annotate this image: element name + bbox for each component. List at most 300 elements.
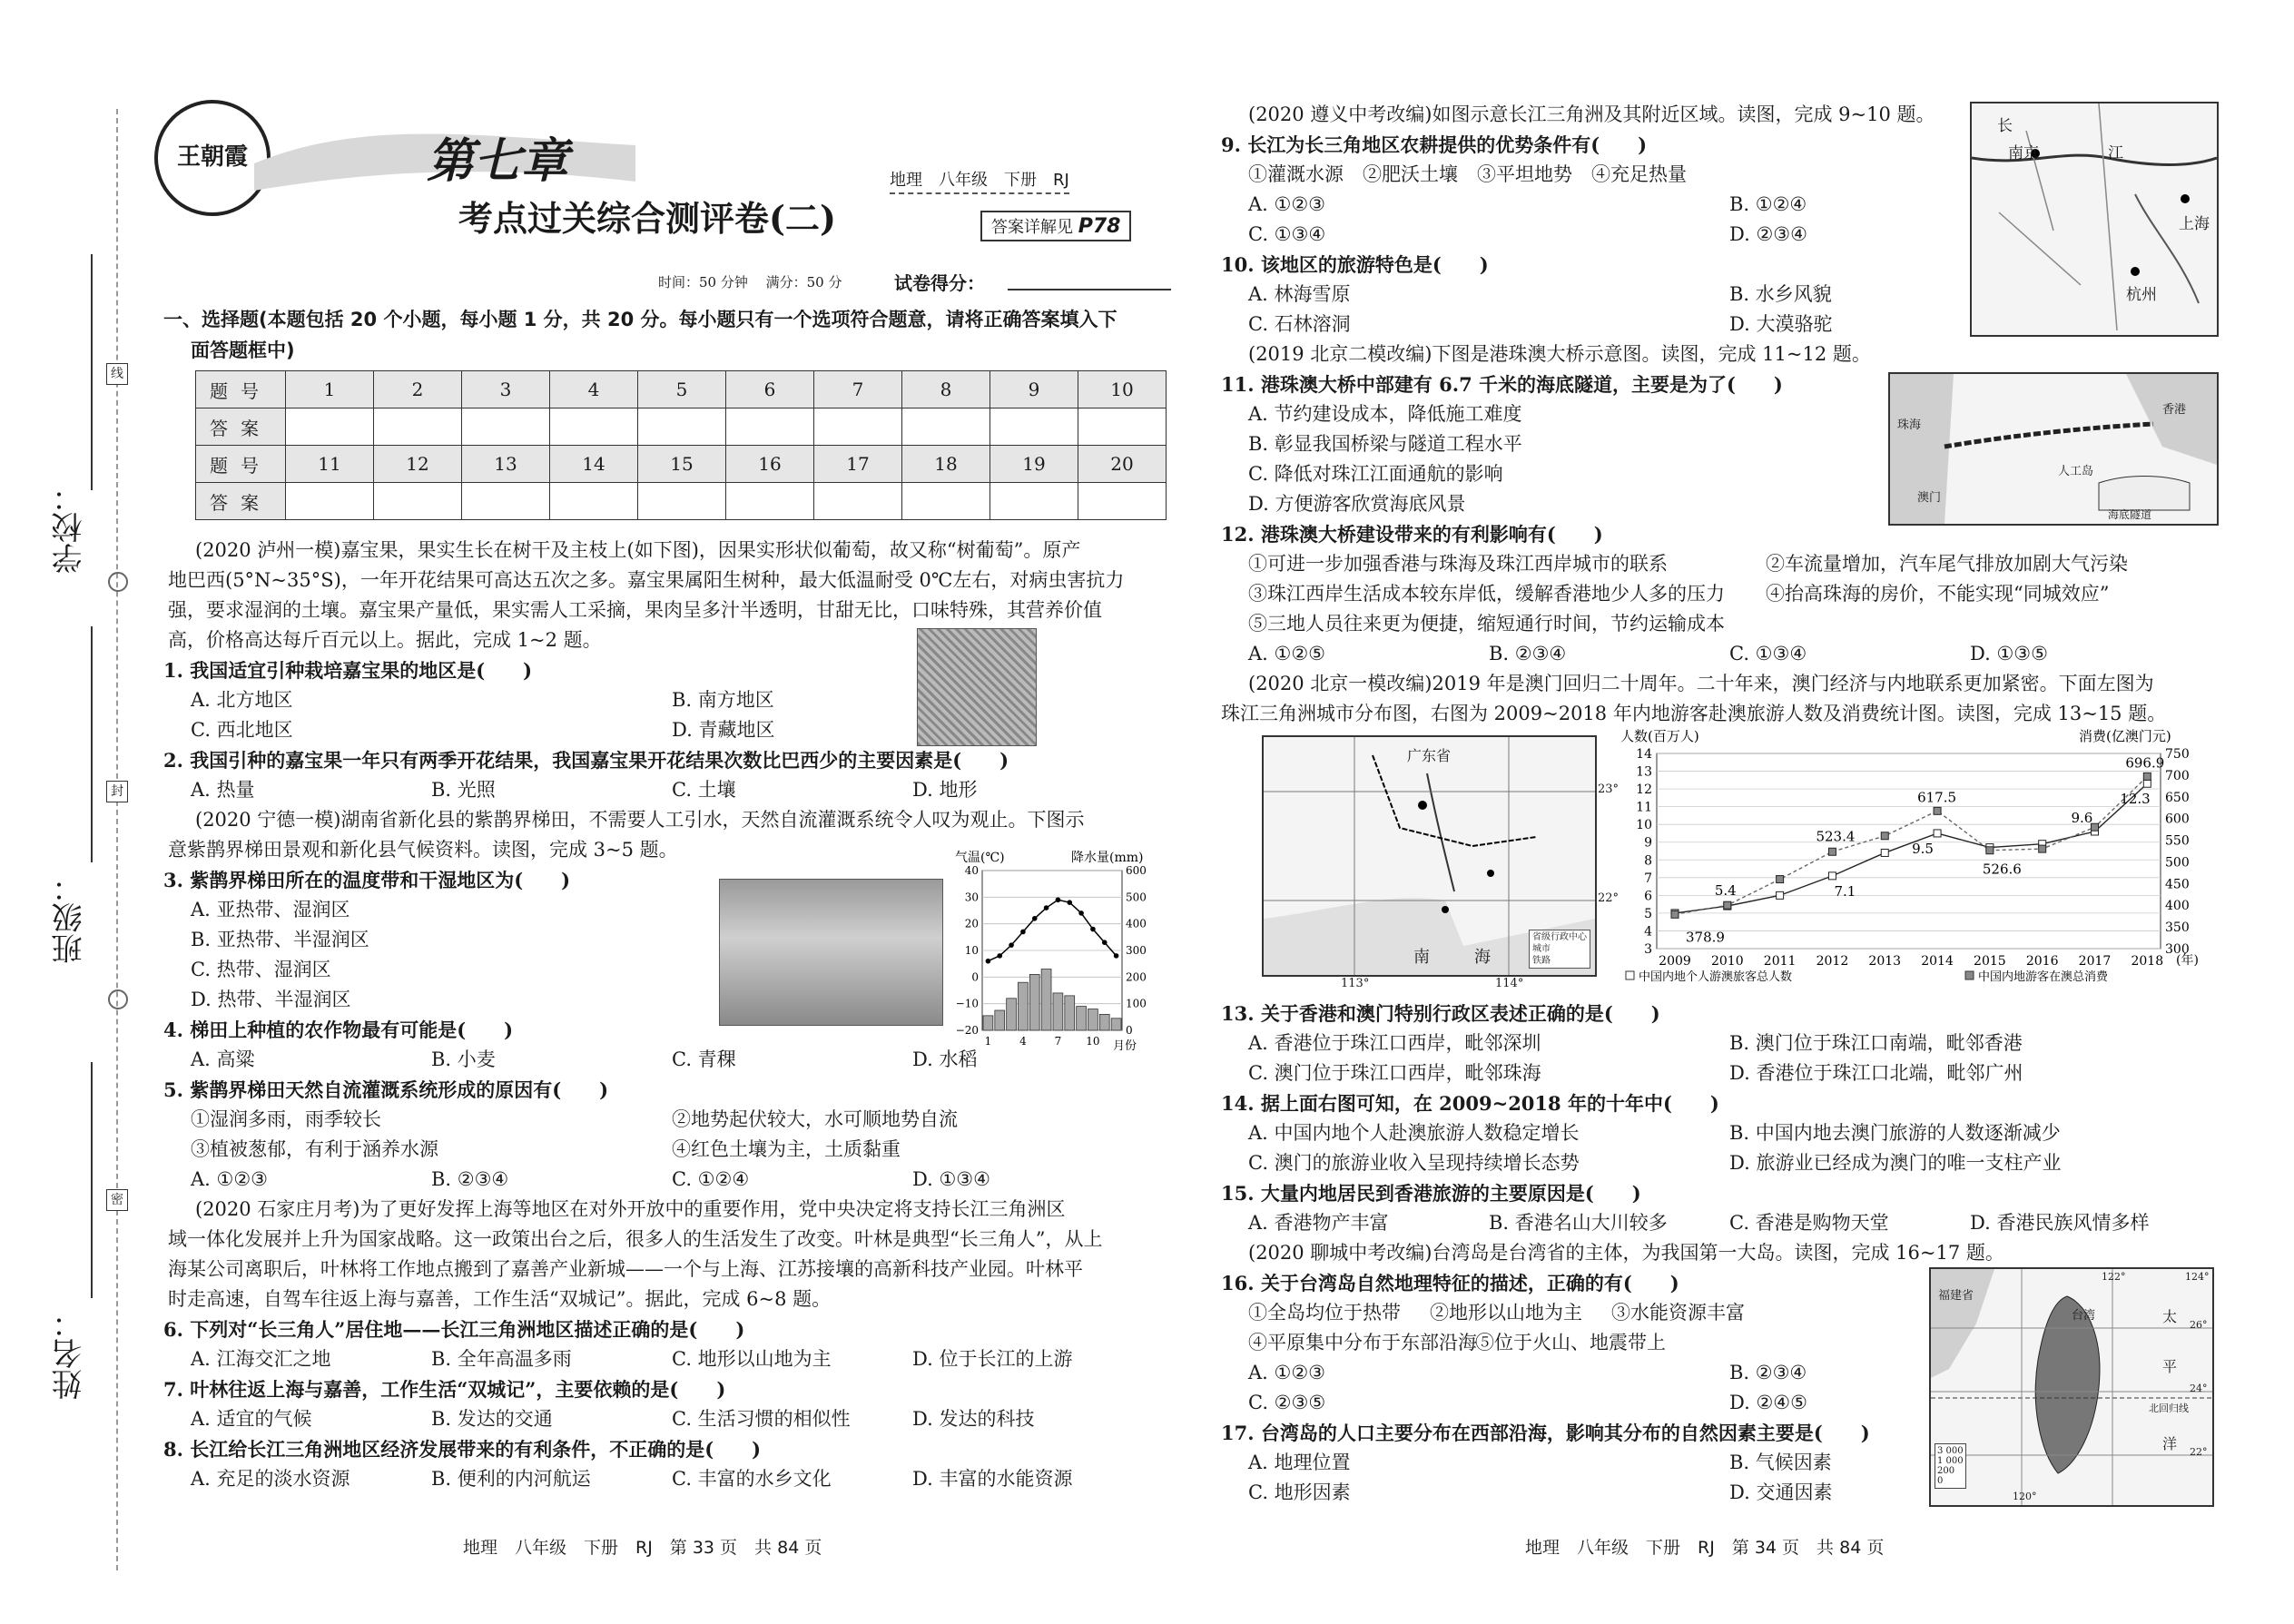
answer-cell[interactable] — [638, 483, 726, 520]
temperature-tick-label: 20 — [964, 917, 979, 930]
left-tick-label: 9 — [1644, 835, 1652, 851]
precipitation-bar — [1111, 1019, 1121, 1030]
question-7-option-b[interactable]: B. 发达的交通 — [431, 1408, 553, 1430]
question-number: 6 — [726, 371, 814, 408]
precipitation-bar — [1041, 969, 1051, 1030]
question-10-option-c[interactable]: C. 石林溶洞 — [1248, 313, 1351, 335]
question-16-option-a[interactable]: A. ①②③ — [1248, 1362, 1325, 1383]
answer-row-2 — [196, 483, 1167, 520]
question-7-option-a[interactable]: A. 适宜的气候 — [191, 1408, 312, 1430]
left-tick-label: 12 — [1636, 782, 1652, 798]
answer-cell[interactable] — [286, 408, 374, 446]
question-5-option-a[interactable]: A. ①②③ — [191, 1168, 268, 1190]
question-16-statement-5: ⑤位于火山、地震带上 — [1475, 1332, 1666, 1353]
left-tick-label: 3 — [1644, 942, 1652, 957]
spend-point — [2143, 773, 2151, 780]
question-1-option-c[interactable]: C. 西北地区 — [191, 719, 293, 741]
answer-cell[interactable] — [1078, 483, 1167, 520]
question-6-stem: 6. 下列对“长三角人”居住地——长江三角洲地区描述正确的是( ) — [163, 1318, 745, 1341]
question-9-option-d[interactable]: D. ②③④ — [1729, 223, 1807, 245]
legend-capital: 省级行政中心 — [1532, 932, 1587, 942]
passage-line: 意紫鹊界梯田景观和新化县气候资料。读图，完成 3~5 题。 — [168, 839, 678, 861]
left-axis-title: 人数(百万人) — [1620, 728, 1699, 744]
precipitation-axis-title: 降水量(mm) — [1071, 851, 1144, 865]
question-number: 9 — [990, 371, 1078, 408]
legend-people: 中国内地个人游澳旅客总人数 — [1639, 970, 1793, 984]
spend-point — [1777, 876, 1784, 883]
map-label-nanjing: 南京 — [2008, 144, 2039, 162]
question-number: 13 — [462, 446, 550, 483]
question-1-option-b[interactable]: B. 南方地区 — [672, 689, 774, 711]
precipitation-tick-label: 200 — [1126, 970, 1147, 984]
question-number: 16 — [726, 446, 814, 483]
question-12-statement-4: ④抬高珠海的房价，不能实现“同城效应” — [1766, 583, 2110, 605]
question-5-statement-3: ③植被葱郁，有利于涵养水源 — [191, 1138, 438, 1160]
answer-cell[interactable] — [374, 408, 462, 446]
question-11-option-d[interactable]: D. 方便游客欣赏海底风景 — [1248, 493, 1466, 515]
answer-row-header: 答案 — [196, 408, 286, 446]
score-field[interactable] — [1008, 289, 1171, 290]
question-number: 8 — [902, 371, 990, 408]
question-number: 17 — [814, 446, 902, 483]
people-point — [1828, 872, 1836, 880]
question-16-statement-2: ②地形以山地为主 — [1430, 1302, 1582, 1324]
precipitation-tick-label: 300 — [1126, 944, 1147, 957]
precipitation-bar — [1029, 974, 1039, 1030]
question-number: 3 — [462, 371, 550, 408]
time-and-score-info: 时间：50 分钟 满分：50 分 — [658, 274, 842, 290]
year-tick-label: 2010 — [1710, 954, 1744, 969]
precipitation-bar — [983, 1016, 993, 1030]
answer-cell[interactable] — [902, 483, 990, 520]
answer-cell[interactable] — [638, 408, 726, 446]
question-16-option-b[interactable]: B. ②③④ — [1729, 1362, 1807, 1383]
question-13-option-c[interactable]: C. 澳门位于珠江口西岸，毗邻珠海 — [1248, 1062, 1541, 1084]
map-label-fujian: 福建省 — [1938, 1289, 1974, 1303]
year-tick-label: 2013 — [1868, 954, 1902, 969]
answer-reference-label: 答案详解见 — [991, 218, 1073, 237]
temperature-point — [986, 959, 991, 964]
question-6-option-b[interactable]: B. 全年高温多雨 — [431, 1348, 572, 1370]
section-heading-line2: 面答题框中) — [191, 340, 295, 361]
left-tick-label: 13 — [1636, 764, 1652, 780]
question-8-option-c[interactable]: C. 丰富的水乡文化 — [672, 1468, 832, 1490]
number-row-header: 题号 — [196, 446, 286, 483]
passage-line: 海某公司离职后，叶林将工作地点搬到了嘉善产业新城——一个与上海、江苏接壤的高新科技产业园。叶林平 — [168, 1258, 1083, 1280]
question-15-stem: 15. 大量内地居民到香港旅游的主要原因是( ) — [1221, 1182, 1641, 1205]
precipitation-tick-label: 500 — [1126, 891, 1147, 904]
right-tick-label: 700 — [2165, 768, 2190, 783]
answer-cell[interactable] — [814, 408, 902, 446]
number-row-header: 题号 — [196, 371, 286, 408]
school-field-line[interactable] — [91, 254, 93, 490]
data-label: 9.6 — [2071, 810, 2093, 826]
year-tick-label: 2018 — [2131, 954, 2164, 969]
question-4-option-a[interactable]: A. 高粱 — [191, 1048, 255, 1070]
left-tick-label: 7 — [1644, 871, 1652, 886]
question-number: 19 — [990, 446, 1078, 483]
jabuticaba-tree-photo — [917, 628, 1037, 746]
temperature-tick-label: 0 — [971, 970, 979, 984]
class-field-line[interactable] — [91, 626, 93, 862]
year-tick-label: 2016 — [2025, 954, 2059, 969]
number-row-1 — [196, 371, 1167, 408]
question-12-stem: 12. 港珠澳大桥建设带来的有利影响有( ) — [1221, 523, 1603, 546]
answer-cell[interactable] — [550, 483, 638, 520]
question-7-option-c[interactable]: C. 生活习惯的相似性 — [672, 1408, 851, 1430]
temperature-point — [1032, 916, 1038, 921]
answer-row-1 — [196, 408, 1167, 446]
question-14-option-b[interactable]: B. 中国内地去澳门旅游的人数逐渐减少 — [1729, 1122, 2061, 1144]
question-5-stem: 5. 紫鹊界梯田天然自流灌溉系统形成的原因有( ) — [163, 1078, 609, 1101]
precipitation-bar — [995, 1010, 1005, 1030]
question-4-option-b[interactable]: B. 小麦 — [431, 1048, 496, 1070]
passage-line: (2020 石家庄月考)为了更好发挥上海等地区在对外开放中的重要作用，党中央决定将支持长江三角洲区 — [195, 1198, 1066, 1220]
question-8-option-b[interactable]: B. 便利的内河航运 — [431, 1468, 591, 1490]
data-label: 526.6 — [1982, 861, 2022, 878]
passage-line: (2020 北京一模改编)2019 年是澳门回归二十周年。二十年来，澳门经济与内地联系更加紧密。下面左图为 — [1248, 673, 2154, 694]
elevation-200: 200 — [1937, 1466, 1955, 1476]
spend-point — [1986, 847, 1994, 854]
year-tick-label: 2017 — [2078, 954, 2112, 969]
data-label: 617.5 — [1917, 789, 1957, 806]
question-3-option-b[interactable]: B. 亚热带、半湿润区 — [191, 929, 369, 950]
question-16-option-d[interactable]: D. ②④⑤ — [1729, 1392, 1807, 1413]
right-tick-label: 750 — [2165, 747, 2190, 762]
question-15-option-c[interactable]: C. 香港是购物天堂 — [1729, 1212, 1889, 1234]
precipitation-bar — [1019, 982, 1029, 1030]
question-number: 1 — [286, 371, 374, 408]
question-5-statement-2: ②地势起伏较大，水可顺地势自流 — [672, 1108, 958, 1130]
page-footer-left: 地理 八年级 下册 RJ 第 33 页 共 84 页 — [463, 1538, 822, 1558]
yangtze-delta-map — [1970, 102, 2219, 337]
question-15-option-b[interactable]: B. 香港名山大川较多 — [1489, 1212, 1668, 1234]
question-number: 10 — [1078, 371, 1167, 408]
temperature-point — [1090, 927, 1096, 932]
lat-label-22: 22° — [1598, 891, 1620, 905]
question-17-option-a[interactable]: A. 地理位置 — [1248, 1452, 1351, 1473]
page-footer-right: 地理 八年级 下册 RJ 第 34 页 共 84 页 — [1525, 1538, 1885, 1558]
map-label-macau: 澳门 — [1917, 491, 1942, 505]
question-16-statement-3: ③水能资源丰富 — [1611, 1302, 1745, 1324]
answer-cell[interactable] — [286, 483, 374, 520]
elevation-1000: 1 000 — [1937, 1456, 1964, 1466]
question-12-option-d[interactable]: D. ①③⑤ — [1970, 643, 2048, 664]
question-number: 15 — [638, 446, 726, 483]
answer-cell[interactable] — [902, 408, 990, 446]
answer-row-header: 答案 — [196, 483, 286, 520]
right-tick-label: 350 — [2165, 920, 2190, 936]
question-14-stem: 14. 据上面右图可知，在 2009~2018 年的十年中( ) — [1221, 1092, 1719, 1115]
question-3-option-d[interactable]: D. 热带、半湿润区 — [191, 989, 351, 1010]
question-8-option-d[interactable]: D. 丰富的水能资源 — [912, 1468, 1073, 1490]
question-2-stem: 2. 我国引种的嘉宝果一年只有两季开花结果，我国嘉宝果开花结果次数比巴西少的主要因素是( ) — [163, 749, 1009, 772]
left-tick-label: 4 — [1644, 924, 1652, 940]
question-3-option-a[interactable]: A. 亚热带、湿润区 — [191, 899, 350, 920]
map-label-artificial-island: 人工岛 — [2058, 465, 2094, 478]
passage-taiwan: (2020 聊城中考改编)台湾岛是台湾省的主体，为我国第一大岛。读图，完成 16~17 题。 — [1248, 1242, 2004, 1264]
question-13-option-b[interactable]: B. 澳门位于珠江口南端，毗邻香港 — [1729, 1032, 2023, 1054]
question-2-option-a[interactable]: A. 热量 — [191, 779, 255, 801]
question-1-option-a[interactable]: A. 北方地区 — [191, 689, 293, 711]
school-label: 学校： — [52, 481, 88, 574]
question-13-option-a[interactable]: A. 香港位于珠江口西岸，毗邻深圳 — [1248, 1032, 1541, 1054]
people-point — [1881, 849, 1888, 856]
question-9-option-c[interactable]: C. ①③④ — [1248, 223, 1326, 245]
question-12-statement-5: ⑤三地人员往来更为便捷，缩短通行时间，节约运输成本 — [1248, 613, 1725, 635]
lat-label-22: 22° — [2190, 1446, 2208, 1458]
precipitation-bar — [1065, 996, 1075, 1030]
spend-point — [1671, 910, 1679, 918]
cut-mark-seal: 封 — [106, 781, 128, 802]
passage-macau — [1221, 669, 2167, 729]
right-tick-label: 400 — [2165, 899, 2190, 914]
temperature-point — [1056, 897, 1061, 902]
binding-ring-icon — [108, 989, 128, 1009]
precipitation-tick-label: 100 — [1126, 997, 1147, 1010]
name-field-line[interactable] — [91, 1062, 93, 1298]
cut-mark-secret: 密 — [106, 1189, 128, 1211]
question-3-stem: 3. 紫鹊界梯田所在的温度带和干湿地区为( ) — [163, 869, 571, 891]
data-label: 12.3 — [2120, 791, 2151, 808]
temperature-point — [997, 953, 1002, 959]
tropic-of-cancer-label: 北回归线 — [2149, 1403, 2189, 1414]
lat-label-24: 24° — [2190, 1383, 2208, 1394]
question-15-option-a[interactable]: A. 香港物产丰富 — [1248, 1212, 1389, 1234]
question-11-option-a[interactable]: A. 节约建设成本，降低施工难度 — [1248, 403, 1522, 425]
temperature-point — [1067, 900, 1072, 905]
question-11-option-c[interactable]: C. 降低对珠江江面通航的影响 — [1248, 463, 1503, 485]
year-tick-label: 2014 — [1921, 954, 1954, 969]
question-17-option-c[interactable]: C. 地形因素 — [1248, 1481, 1351, 1503]
question-12-option-a[interactable]: A. ①②⑤ — [1248, 643, 1325, 664]
answer-cell[interactable] — [726, 408, 814, 446]
hzmb-bridge-map — [1888, 372, 2219, 526]
left-tick-label: 14 — [1636, 747, 1652, 762]
answer-cell[interactable] — [814, 483, 902, 520]
left-tick-label: 10 — [1636, 818, 1652, 833]
passage-yangtze-delta — [168, 1195, 1103, 1314]
answer-cell[interactable] — [374, 483, 462, 520]
passage-line: 珠江三角洲城市分布图，右图为 2009~2018 年内地游客赴澳旅游人数及消费统计图。读图，完成 13~15 题。 — [1221, 703, 2167, 724]
year-tick-label: 2012 — [1816, 954, 1849, 969]
temperature-tick-label: −20 — [955, 1024, 979, 1037]
right-tick-label: 600 — [2165, 812, 2190, 827]
temperature-point — [1114, 953, 1119, 959]
question-12-option-c[interactable]: C. ①③④ — [1729, 643, 1807, 664]
precipitation-bar — [1077, 1007, 1087, 1030]
question-6-option-c[interactable]: C. 地形以山地为主 — [672, 1348, 832, 1370]
question-5-option-c[interactable]: C. ①②④ — [672, 1168, 750, 1190]
question-9-stem: 9. 长江为长三角地区农耕提供的优势条件有( ) — [1221, 133, 1648, 156]
binding-ring-icon — [108, 572, 128, 592]
question-17-option-b[interactable]: B. 气候因素 — [1729, 1452, 1832, 1473]
people-point — [1934, 830, 1941, 837]
left-tick-label: 6 — [1644, 889, 1652, 904]
passage-line: (2020 宁德一模)湖南省新化县的紫鹊界梯田，不需要人工引水，天然自流灌溉系统令人叹为观止。下图示 — [195, 809, 1085, 831]
lat-label-26: 26° — [2190, 1319, 2208, 1331]
answer-cell[interactable] — [1078, 408, 1167, 446]
question-1-option-d[interactable]: D. 青藏地区 — [672, 719, 775, 741]
temperature-point — [1009, 942, 1014, 948]
question-3-option-c[interactable]: C. 热带、湿润区 — [191, 959, 331, 980]
map-label-river: 长 — [1997, 117, 2013, 135]
question-4-option-d[interactable]: D. 水稻 — [912, 1048, 978, 1070]
question-13-option-d[interactable]: D. 香港位于珠江口北端，毗邻广州 — [1729, 1062, 2023, 1084]
climate-chart — [944, 849, 1162, 1053]
taiwan-map-drawing — [1931, 1269, 2212, 1505]
question-7-option-d[interactable]: D. 发达的科技 — [912, 1408, 1035, 1430]
temperature-tick-label: 30 — [964, 891, 979, 904]
month-tick-label: 7 — [1054, 1035, 1062, 1048]
map-label-hangzhou: 杭州 — [2126, 286, 2157, 304]
spend-point — [1724, 901, 1731, 909]
map-label-sea: 海 — [1474, 948, 1491, 967]
question-10-option-b[interactable]: B. 水乡风貌 — [1729, 283, 1832, 305]
map-label-zhuhai: 珠海 — [1897, 418, 1922, 432]
question-12-statement-2: ②车流量增加，汽车尾气排放加剧大气污染 — [1766, 553, 2128, 575]
left-tick-label: 8 — [1644, 853, 1652, 869]
question-1 — [163, 655, 532, 686]
question-9-option-b[interactable]: B. ①②④ — [1729, 193, 1807, 215]
spend-point — [1881, 832, 1888, 840]
question-12-statement-1: ①可进一步加强香港与珠海及珠江西岸城市的联系 — [1248, 553, 1668, 575]
publisher-logo — [154, 100, 271, 216]
plot-frame — [1657, 753, 2161, 949]
question-10-stem: 10. 该地区的旅游特色是( ) — [1221, 253, 1489, 276]
legend-spend: 中国内地游客在澳总消费 — [1978, 970, 2109, 984]
question-5-option-b[interactable]: B. ②③④ — [431, 1168, 509, 1190]
temperature-point — [1078, 910, 1084, 916]
precipitation-bar — [1088, 1009, 1098, 1030]
cut-mark-line: 线 — [106, 363, 128, 385]
legend-railway: 铁路 — [1532, 956, 1551, 966]
year-tick-label: 2009 — [1659, 954, 1691, 969]
class-label: 班级： — [52, 871, 88, 964]
passage-line: 地巴西(5°N~35°S)，一年开花结果可高达五次之多。嘉宝果属阳生树种，最大低温耐受 0℃左右，对病虫害抗力 — [168, 569, 1125, 591]
left-tick-label: 11 — [1636, 800, 1652, 815]
lat-label-23: 23° — [1598, 782, 1620, 796]
x-axis-title: 月份 — [1113, 1039, 1137, 1053]
question-12-option-b[interactable]: B. ②③④ — [1489, 643, 1567, 664]
subject-meta: 地理 八年级 下册 RJ — [890, 167, 1069, 194]
question-13-stem: 13. 关于香港和澳门特别行政区表述正确的是( ) — [1221, 1002, 1660, 1025]
right-tick-label: 550 — [2165, 833, 2190, 849]
lon-label-122: 122° — [2102, 1271, 2126, 1283]
question-5-statement-4: ④红色土壤为主，土质黏重 — [672, 1138, 901, 1160]
map-label-ping: 平 — [2162, 1358, 2178, 1375]
logo-text: 王朝霞 — [176, 143, 248, 171]
right-tick-label: 650 — [2165, 790, 2190, 805]
map-label-guangdong: 广东省 — [1407, 747, 1452, 764]
right-tick-label: 300 — [2165, 942, 2190, 957]
question-16-option-c[interactable]: C. ②③⑤ — [1248, 1392, 1326, 1413]
temperature-point — [1044, 905, 1049, 910]
passage-line: 时走高速，自驾车往返上海与嘉善，工作生活“双城记”。据此，完成 6~8 题。 — [168, 1288, 832, 1310]
question-number: 4 — [550, 371, 638, 408]
question-9-option-a[interactable]: A. ①②③ — [1248, 193, 1325, 215]
question-5-statement-1: ①湿润多雨，雨季较长 — [191, 1108, 381, 1130]
precipitation-bar — [1007, 999, 1017, 1030]
question-16-statement-4: ④平原集中分布于东部沿海 — [1248, 1332, 1477, 1353]
legend-people-marker — [1626, 971, 1634, 979]
question-2-option-b[interactable]: B. 光照 — [431, 779, 496, 801]
temperature-point — [1020, 930, 1026, 935]
lon-label-114: 114° — [1495, 977, 1524, 990]
question-14-option-a[interactable]: A. 中国内地个人赴澳旅游人数稳定增长 — [1248, 1122, 1580, 1144]
question-number: 2 — [374, 371, 462, 408]
elevation-3000: 3 000 — [1937, 1446, 1964, 1456]
question-number: 11 — [286, 446, 374, 483]
passage-line: 高，价格高达每斤百元以上。据此，完成 1~2 题。 — [168, 629, 602, 651]
question-2-option-d[interactable]: D. 地形 — [912, 779, 978, 801]
question-number: 5 — [638, 371, 726, 408]
legend-city: 城市 — [1532, 944, 1551, 954]
map-label-shanghai: 上海 — [2179, 215, 2210, 233]
question-11-option-b[interactable]: B. 彰显我国桥梁与隧道工程水平 — [1248, 433, 1522, 455]
answer-cell[interactable] — [550, 408, 638, 446]
answer-cell[interactable] — [462, 408, 550, 446]
question-6-option-a[interactable]: A. 江海交汇之地 — [191, 1348, 331, 1370]
answer-cell[interactable] — [726, 483, 814, 520]
answer-grid — [195, 370, 1167, 520]
lon-label-124: 124° — [2185, 1271, 2210, 1283]
answer-reference-box — [980, 211, 1131, 241]
question-6-option-d[interactable]: D. 位于长江的上游 — [912, 1348, 1073, 1370]
question-2-option-c[interactable]: C. 土壤 — [672, 779, 736, 801]
passage-line: 强，要求湿润的土壤。嘉宝果产量低，果实需人工采摘，果肉呈多汁半透明，甘甜无比，口味特殊，其营养价值 — [168, 599, 1102, 621]
question-4-option-c[interactable]: C. 青稞 — [672, 1048, 736, 1070]
map-label-tai: 太 — [2162, 1308, 2178, 1325]
question-7-stem: 7. 叶林往返上海与嘉善，工作生活“双城记”，主要依赖的是( ) — [163, 1378, 726, 1401]
people-point — [1777, 891, 1784, 899]
map-legend — [1529, 930, 1590, 969]
precipitation-bar — [1099, 1014, 1109, 1030]
question-14-option-c[interactable]: C. 澳门的旅游业收入呈现持续增长态势 — [1248, 1152, 1580, 1174]
question-10-option-d[interactable]: D. 大漠骆驼 — [1729, 313, 1833, 335]
data-label: 378.9 — [1686, 929, 1725, 946]
question-14-option-d[interactable]: D. 旅游业已经成为澳门的唯一支柱产业 — [1729, 1152, 2062, 1174]
section-heading: 一、选择题(本题包括 20 个小题，每小题 1 分，共 20 分。每小题只有一个选项符合题意，请将正确答案填入下 — [163, 309, 1117, 330]
question-number: 7 — [814, 371, 902, 408]
lon-label-120: 120° — [2013, 1491, 2037, 1502]
passage-line: 域一体化发展并上升为国家战略。这一政策出台之后，很多人的生活发生了改变。叶林是典型“长三角人”，从上 — [168, 1228, 1103, 1250]
right-tick-label: 450 — [2165, 877, 2190, 892]
spend-point — [1934, 807, 1941, 814]
temperature-tick-label: 40 — [964, 864, 979, 877]
month-tick-label: 4 — [1019, 1035, 1027, 1048]
data-label: 5.4 — [1714, 882, 1737, 900]
question-17-option-d[interactable]: D. 交通因素 — [1729, 1481, 1833, 1503]
passage-bridge: (2019 北京二模改编)下图是港珠澳大桥示意图。读图，完成 11~12 题。 — [1248, 343, 1871, 365]
question-15-option-d[interactable]: D. 香港民族风情多样 — [1970, 1212, 2150, 1234]
question-5-option-d[interactable]: D. ①③④ — [912, 1168, 990, 1190]
question-12-statement-3: ③珠江西岸生活成本较东岸低，缓解香港地少人多的压力 — [1248, 583, 1725, 605]
question-10-option-a[interactable]: A. 林海雪原 — [1248, 283, 1351, 305]
data-label: 696.9 — [2125, 754, 2165, 772]
temperature-tick-label: −10 — [955, 997, 979, 1010]
answer-cell[interactable] — [990, 408, 1078, 446]
answer-reference-page: P78 — [1078, 215, 1121, 238]
people-point — [2143, 780, 2151, 787]
map-label-south: 南 — [1413, 948, 1430, 967]
answer-cell[interactable] — [462, 483, 550, 520]
binding-dashed-line — [116, 109, 118, 1570]
answer-cell[interactable] — [990, 483, 1078, 520]
question-number: 14 — [550, 446, 638, 483]
exam-title: 考点过关综合测评卷(二) — [458, 198, 836, 239]
question-8-option-a[interactable]: A. 充足的淡水资源 — [191, 1468, 350, 1490]
